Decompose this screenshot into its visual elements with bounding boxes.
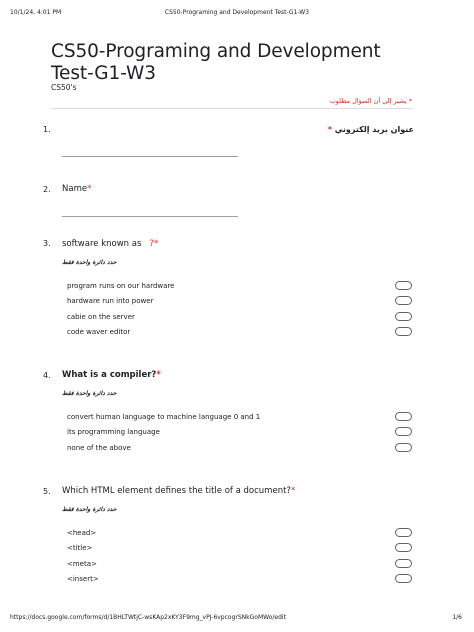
question-number: 4. <box>43 371 51 380</box>
option-label: its programming language <box>67 428 160 436</box>
option-row[interactable] <box>67 574 412 586</box>
radio-button[interactable] <box>395 296 412 305</box>
question-label: Which HTML element defines the title of a document? <box>62 486 291 496</box>
option-row[interactable] <box>67 427 412 439</box>
option-label: <meta> <box>67 560 97 568</box>
print-tab-title: CS50-Programing and Development Test-G1-W3 <box>164 9 310 16</box>
radio-button[interactable] <box>395 559 412 568</box>
question-label: Name <box>62 184 88 194</box>
option-label: hardware run into power <box>67 297 154 305</box>
question-label: What is a compiler? <box>62 370 157 380</box>
option-label: <title> <box>67 544 93 552</box>
print-url: https://docs.google.com/forms/d/1BHLTWtjC-wsKAp2xKY3F9mg_vPJ-6vpcogrSNkGoMWo/edit <box>10 614 286 621</box>
option-label: none of the above <box>67 444 131 452</box>
radio-button[interactable] <box>395 543 412 552</box>
radio-button[interactable] <box>395 281 412 290</box>
option-row[interactable] <box>67 296 412 308</box>
option-row[interactable] <box>67 412 412 424</box>
question-label: عنوان بريد إلكتروني <box>334 125 414 134</box>
question-number: 3. <box>43 239 51 248</box>
radio-button[interactable] <box>395 312 412 321</box>
print-page-number: 1/6 <box>452 614 462 621</box>
print-header <box>0 9 474 21</box>
question-compiler-label <box>62 370 161 380</box>
name-field[interactable] <box>62 216 238 217</box>
form-title: CS50-Programing and Development Test-G1-W3 <box>51 41 381 84</box>
form-subtitle: CS50's <box>51 83 77 92</box>
option-row[interactable] <box>67 312 412 324</box>
option-label: convert human language to machine language 0 and 1 <box>67 413 261 421</box>
question-email-label <box>328 125 414 134</box>
option-label: cabie on the server <box>67 313 135 321</box>
radio-button[interactable] <box>395 528 412 537</box>
required-star: * <box>87 184 92 194</box>
question-label: software known as <box>62 239 142 249</box>
question-software-label <box>62 239 158 249</box>
question-number: 2. <box>43 185 51 194</box>
question-hint: حدد دائرة واحدة فقط <box>62 506 117 513</box>
radio-button[interactable] <box>395 574 412 583</box>
option-label: code waver editor <box>67 328 131 336</box>
option-row[interactable] <box>67 443 412 455</box>
option-label: program runs on our hardware <box>67 282 175 290</box>
option-row[interactable] <box>67 543 412 555</box>
question-html-title-label <box>62 486 295 496</box>
required-star: * <box>327 125 332 134</box>
question-hint: حدد دائرة واحدة فقط <box>62 259 117 266</box>
print-footer <box>0 614 474 626</box>
radio-button[interactable] <box>395 427 412 436</box>
required-note: * يشير إلى أن السؤال مطلوب <box>329 97 412 105</box>
option-row[interactable] <box>67 559 412 571</box>
print-date: 10/1/24, 4:01 PM <box>10 9 62 16</box>
header-divider <box>51 108 413 109</box>
option-label: <head> <box>67 529 97 537</box>
required-star: * <box>156 370 161 380</box>
radio-button[interactable] <box>395 443 412 452</box>
radio-button[interactable] <box>395 412 412 421</box>
option-row[interactable] <box>67 528 412 540</box>
question-number: 1. <box>43 125 51 134</box>
option-row[interactable] <box>67 281 412 293</box>
question-number: 5. <box>43 487 51 496</box>
radio-button[interactable] <box>395 327 412 336</box>
option-label: <insert> <box>67 575 99 583</box>
question-name-label <box>62 184 91 194</box>
question-hint: حدد دائرة واحدة فقط <box>62 390 117 397</box>
required-star: ?* <box>149 239 159 249</box>
option-row[interactable] <box>67 327 412 339</box>
required-star: * <box>290 486 296 496</box>
email-field[interactable] <box>62 156 238 157</box>
